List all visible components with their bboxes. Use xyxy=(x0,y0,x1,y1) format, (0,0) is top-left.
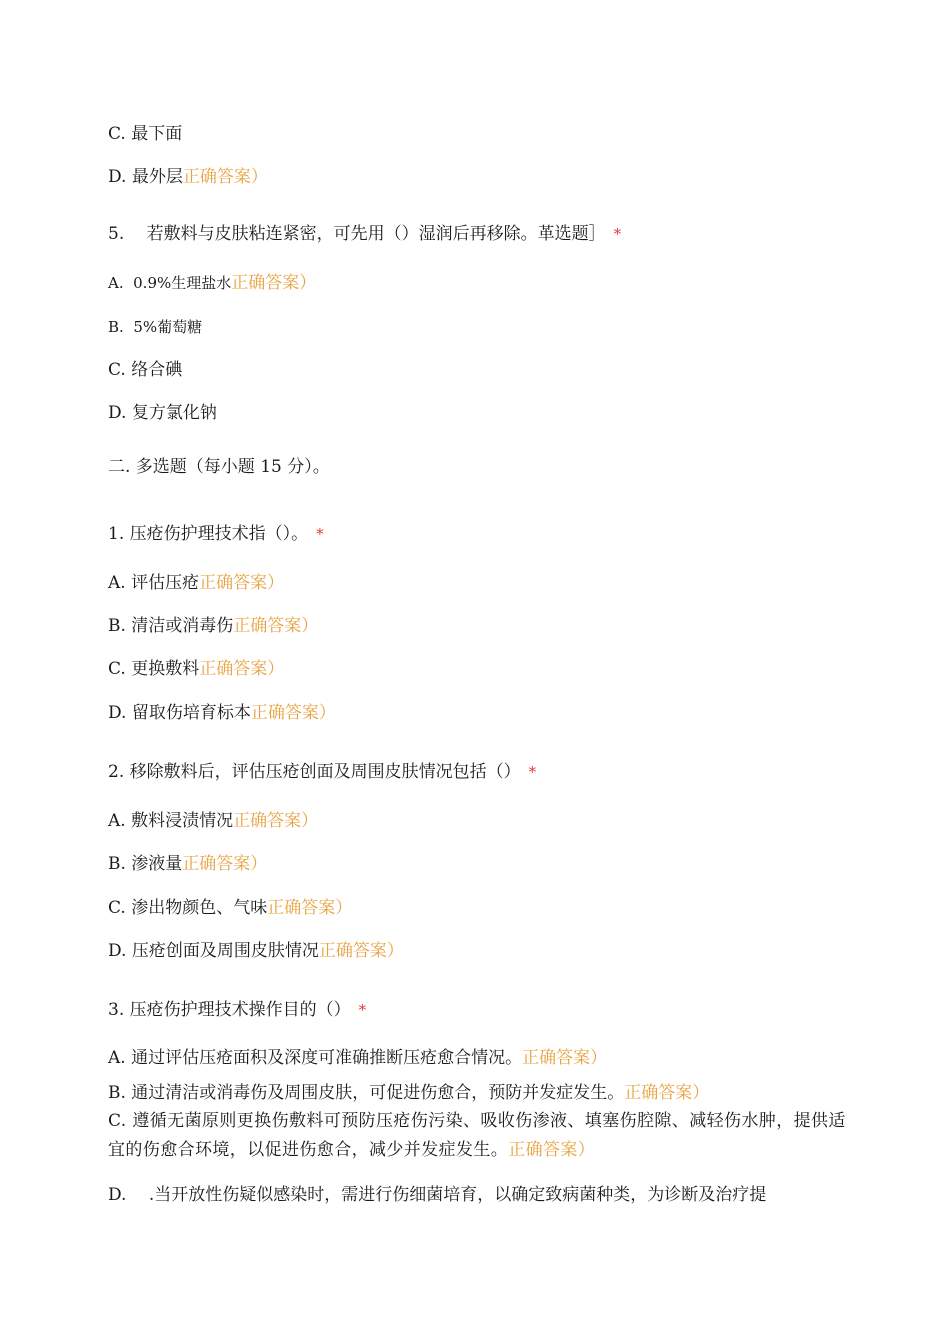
question-text: 2. 移除敷料后，评估压疮创面及周围皮肤情况包括（） xyxy=(108,762,521,782)
option-text: C. 更换敷料 xyxy=(108,659,200,679)
correct-answer-label: 正确答案） xyxy=(318,941,404,961)
m1-option-c xyxy=(108,658,284,680)
correct-answer-label: 正确答案） xyxy=(508,1140,596,1160)
m1-option-d xyxy=(108,702,336,724)
correct-answer-label: 正确答案） xyxy=(182,854,268,874)
option-text: C. 渗出物颜色、气味 xyxy=(108,898,268,918)
option-text: C. 最下面 xyxy=(108,124,183,144)
correct-answer-label: 正确答案） xyxy=(624,1083,710,1103)
m1-option-a xyxy=(108,572,284,594)
required-star: * xyxy=(316,525,324,543)
m3-option-c xyxy=(108,1107,850,1165)
option-text: D. 最外层 xyxy=(108,167,183,187)
required-star: * xyxy=(528,763,537,781)
option-text: A. 评估压疮 xyxy=(108,573,200,593)
option-text: D. .当开放性伤疑似感染时，需进行伤细菌培育，以确定致病菌种类，为诊断及治疗提 xyxy=(108,1185,767,1205)
q5-option-c xyxy=(108,359,182,381)
correct-answer-label: 正确答案） xyxy=(522,1048,608,1068)
m1-option-b xyxy=(108,615,318,637)
m2-option-b xyxy=(108,853,267,875)
m2-title xyxy=(108,761,536,783)
option-text: A. 0.9%生理盐水 xyxy=(108,274,232,292)
option-text: C. 遵循无菌原则更换伤敷料可预防压疮伤污染、吸收伤渗液、填塞伤腔隙、减轻伤水肿，提供适宜的伤愈合环境，以促进伤愈合，减少并发症发生。 xyxy=(108,1111,846,1160)
m2-option-a xyxy=(108,810,318,832)
m3-option-b xyxy=(108,1082,709,1104)
correct-answer-label: 正确答案） xyxy=(267,898,353,918)
required-star: * xyxy=(613,225,622,243)
m2-option-c xyxy=(108,897,352,919)
m3-option-a xyxy=(108,1047,607,1069)
correct-answer-label: 正确答案） xyxy=(233,616,319,636)
option-text: D. 压疮创面及周围皮肤情况 xyxy=(108,941,319,961)
correct-answer-label: 正确答案） xyxy=(199,659,285,679)
m1-title xyxy=(108,523,324,545)
option-text: B. 通过清洁或消毒伤及周围皮肤，可促进伤愈合，预防并发症发生。 xyxy=(108,1083,625,1103)
q5-option-d xyxy=(108,402,217,424)
option-text: D. 留取伤培育标本 xyxy=(108,703,251,723)
required-star: * xyxy=(358,1001,367,1019)
q5-option-b xyxy=(108,316,202,338)
question-text: 3. 压疮伤护理技术操作目的（） xyxy=(108,1000,351,1020)
q5-option-a xyxy=(108,272,316,294)
option-text: C. 络合碘 xyxy=(108,360,183,380)
option-text: D. 复方氯化钠 xyxy=(108,403,217,423)
option-text: A. 通过评估压疮面积及深度可准确推断压疮愈合情况。 xyxy=(108,1048,523,1068)
correct-answer-label: 正确答案） xyxy=(199,573,285,593)
option-text: A. 敷料浸渍情况 xyxy=(108,811,234,831)
q5-title xyxy=(108,223,621,245)
m3-option-d xyxy=(108,1184,766,1206)
correct-answer-label: 正确答案） xyxy=(250,703,336,723)
correct-answer-label: 正确答案） xyxy=(233,811,319,831)
question-text: 5. 若敷料与皮肤粘连紧密，可先用（）湿润后再移除。革选题］ xyxy=(108,224,606,244)
q4-option-c xyxy=(108,123,182,145)
option-text: B. 5%葡萄糖 xyxy=(108,318,203,336)
m3-title xyxy=(108,999,366,1021)
section-heading: 二. 多选题（每小题 15 分）。 xyxy=(108,457,330,477)
option-text: B. 清洁或消毒伤 xyxy=(108,616,234,636)
correct-answer-label: 正确答案） xyxy=(231,273,317,293)
m2-option-d xyxy=(108,940,404,962)
question-text: 1. 压疮伤护理技术指（）。 xyxy=(108,524,309,544)
correct-answer-label: 正确答案） xyxy=(182,167,268,187)
option-text: B. 渗液量 xyxy=(108,854,183,874)
q4-option-d xyxy=(108,166,268,188)
